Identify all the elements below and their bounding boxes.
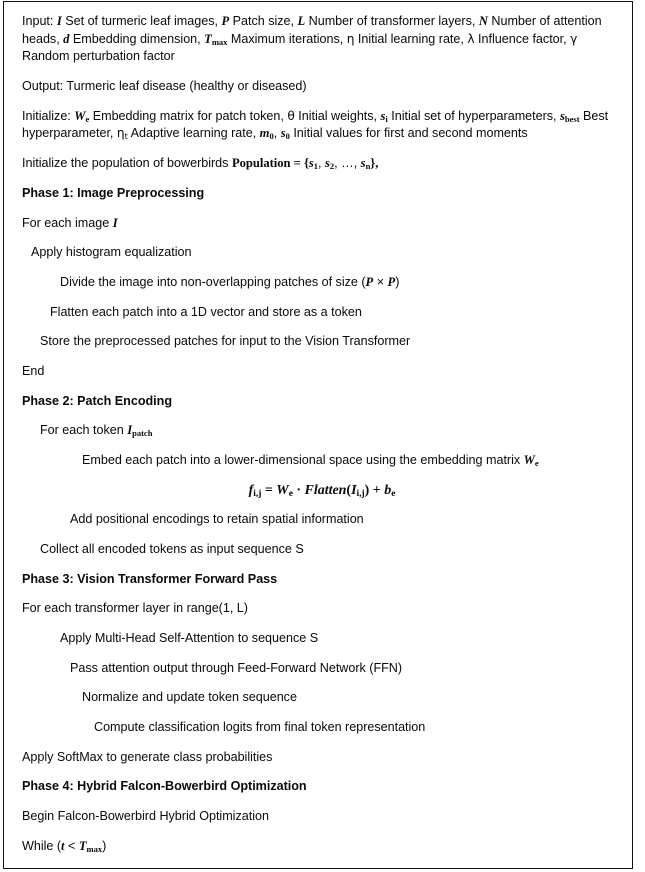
output-line: Output: Turmeric leaf disease (healthy or diseased) <box>22 79 307 93</box>
input-text-1: Set of turmeric leaf images, <box>61 14 222 28</box>
p1-for-text: For each image <box>22 215 113 230</box>
symbol-gamma: γ <box>570 31 578 46</box>
input-line <box>22 13 622 66</box>
symbol-eta-t: $\eta_t$ <box>116 126 128 141</box>
phase-1-heading: Phase 1: Image Preprocessing <box>22 185 205 200</box>
formula-flatten: Flatten <box>304 482 347 498</box>
input-text-5: Embedding dimension, <box>69 31 205 46</box>
init-text-2: Initial weights, <box>294 108 381 123</box>
pop-ellipsis: , …, <box>334 156 361 171</box>
population-word: Population <box>231 156 291 171</box>
phase-3-heading: Phase 3: Vision Transformer Forward Pass <box>22 571 278 586</box>
population-line <box>22 155 622 173</box>
phase1-end: End <box>22 364 45 378</box>
symbol-si: $s_i$ <box>380 108 388 124</box>
init-text-5: Adaptive learning rate, <box>127 126 260 141</box>
input-label: Input: <box>22 14 54 28</box>
embedding-formula <box>22 482 622 500</box>
symbol-sbest: $s_{best}$ <box>560 108 580 124</box>
phase1-store-patches: Store the preprocessed patches for input to the Vision Transformer <box>40 334 411 349</box>
symbol-theta: θ <box>287 108 295 123</box>
input-text-4: Number of attention heads, <box>22 14 602 46</box>
p2-embed-text: Embed each patch into a lower-dimensional space using the embedding matrix <box>82 453 524 468</box>
population-prefix: Initialize the population of bowerbirds <box>22 156 232 171</box>
p1-divide-text: Divide the image into non-overlapping patches of size ( <box>60 274 366 289</box>
symbol-eta: η <box>346 31 355 46</box>
phase2-embed-patch <box>82 452 622 470</box>
while-prefix: While ( <box>22 838 62 853</box>
symbol-s1: $s_1$ <box>308 156 319 172</box>
while-suffix: ) <box>102 838 107 853</box>
symbol-t: t <box>61 838 65 853</box>
phase3-feed-forward-network: Pass attention output through Feed-Forward Network (FFN) <box>70 660 403 675</box>
phase3-softmax: Apply SoftMax to generate class probabilities <box>22 749 273 764</box>
formula-equals: = <box>261 482 277 498</box>
symbol-s2: $s_2$ <box>325 156 335 172</box>
initialize-label: Initialize: <box>22 108 71 123</box>
init-comma: , <box>273 126 281 141</box>
symbol-m0: $m_0$ <box>259 126 274 142</box>
formula-We: $W_e$ <box>276 482 293 499</box>
input-text-2: Patch size, <box>229 14 298 28</box>
phase3-for-each-layer: For each transformer layer in range(1, L) <box>22 601 248 616</box>
symbol-P: P <box>221 14 230 28</box>
phase2-positional-encodings: Add positional encodings to retain spatial information <box>70 512 364 527</box>
phase1-for-each-image <box>22 215 622 233</box>
symbol-Tmax: $T_{max}$ <box>204 31 228 47</box>
symbol-We-2: $W_e$ <box>523 453 539 468</box>
symbol-lambda: λ <box>467 31 475 46</box>
symbol-s0: $s_0$ <box>280 126 290 142</box>
while-lt: < <box>64 838 79 853</box>
phase4-begin-optimization: Begin Falcon-Bowerbird Hybrid Optimization <box>22 809 269 824</box>
symbol-P-2: P <box>387 274 396 289</box>
formula-be: $b_e$ <box>384 482 396 499</box>
phase3-normalize-tokens: Normalize and update token sequence <box>82 690 297 705</box>
symbol-We: $W_e$ <box>74 108 90 124</box>
figure-border <box>3 1 633 869</box>
phase-2-heading: Phase 2: Patch Encoding <box>22 393 173 408</box>
phase2-collect-tokens: Collect all encoded tokens as input sequence S <box>40 541 304 556</box>
pop-comma-1: , <box>318 156 326 171</box>
p1-divide-close: ) <box>395 274 400 289</box>
input-text-6: Maximum iterations, <box>227 31 347 46</box>
phase3-compute-logits: Compute classification logits from final token representation <box>94 720 426 735</box>
symbol-sn: $s_n$ <box>360 156 371 172</box>
symbol-L: L <box>297 14 306 28</box>
symbol-I-patch: $I_{patch}$ <box>127 423 153 439</box>
init-text-6: Initial values for first and second moments <box>289 126 528 141</box>
population-eq: = { <box>290 156 309 171</box>
symbol-P-1: P <box>365 274 374 289</box>
phase-4-heading: Phase 4: Hybrid Falcon-Bowerbird Optimization <box>22 779 307 794</box>
phase1-flatten-patch: Flatten each patch into a 1D vector and store as a token <box>50 304 362 319</box>
p1-times: × <box>373 274 388 289</box>
init-text-1: Embedding matrix for patch token, <box>89 108 288 123</box>
phase4-while-loop <box>22 838 622 856</box>
p2-for-text: For each token <box>40 423 128 438</box>
phase1-divide-patches <box>60 274 622 292</box>
phase2-for-each-token <box>40 422 622 440</box>
symbol-d: d <box>63 31 70 46</box>
formula-plus: + <box>369 482 385 498</box>
input-text-3: Number of transformer layers, <box>305 14 479 28</box>
phase1-histogram-equalization: Apply histogram equalization <box>31 245 192 260</box>
formula-paren-close: ) <box>364 482 370 498</box>
formula-paren-open: ( <box>346 482 352 498</box>
symbol-N: N <box>478 14 488 28</box>
symbol-Tmax-while: $T_{max}$ <box>78 838 103 854</box>
init-text-3: Initial set of hyperparameters, <box>387 108 561 123</box>
phase3-multi-head-attention: Apply Multi-Head Self-Attention to sequence S <box>60 631 319 645</box>
formula-arg: $I_{i,j}$ <box>351 482 365 499</box>
input-text-8: Influence factor, <box>474 31 571 46</box>
symbol-I: I <box>56 14 62 28</box>
initialize-line <box>22 108 622 143</box>
formula-f: $f_{i,j}$ <box>248 482 262 499</box>
init-text-4: Best hyperparameter, <box>22 108 609 141</box>
input-text-7: Initial learning rate, <box>354 31 468 46</box>
population-suffix: }, <box>370 156 379 171</box>
input-text-9: Random perturbation factor <box>22 49 175 63</box>
formula-dot: · <box>292 482 305 498</box>
pseudocode-body <box>22 13 622 868</box>
symbol-I-loop: I <box>112 215 118 230</box>
